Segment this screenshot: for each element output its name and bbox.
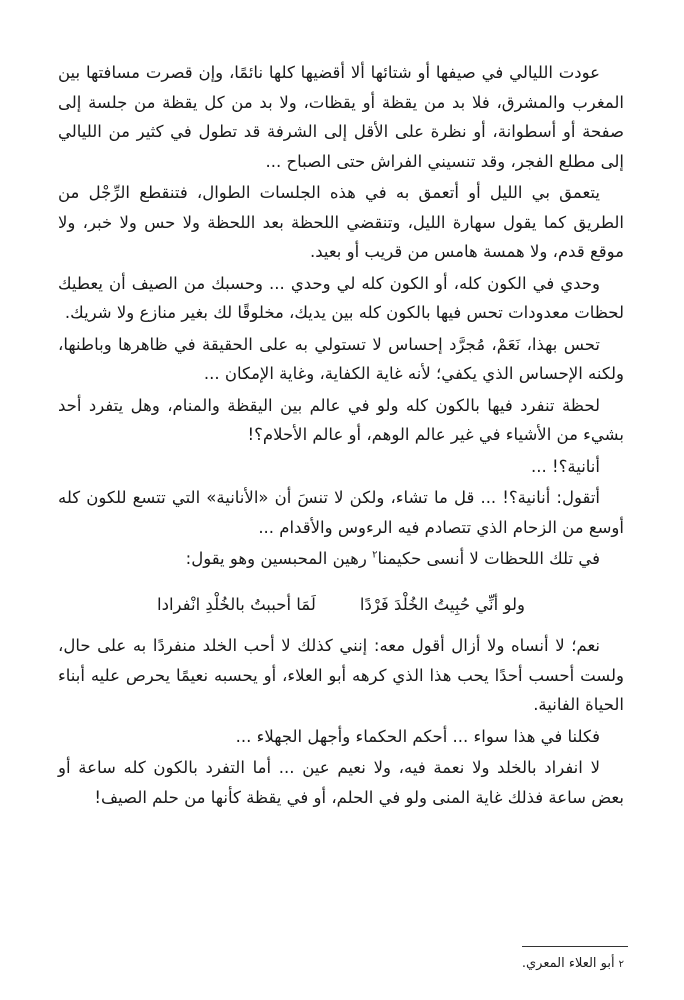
footnote-number: ٢ [618, 959, 624, 970]
paragraph-10: فكلنا في هذا سواء ... أحكم الحكماء وأجهل الجهلاء ... [235, 726, 600, 746]
paragraph-8-start: في تلك اللحظات لا أنسى حكيمنا [377, 549, 600, 568]
paragraph-8-end: رهين المحبسين وهو يقول: [185, 549, 373, 568]
paragraph-9: نعم؛ لا أنساه ولا أزال أقول معه: إنني كذلك لا أحب الخلد منفردًا به على حال، ولست أحسب أحدًا يحب هذا الذي كرهه أبو العلاء، أو يحسبه نعيمًا يحرص عليه أبناء الحياة الفانية. [58, 636, 624, 714]
paragraph-7: أتقول: أنانية؟! ... قل ما تشاء، ولكن لا تنسَ أن «الأنانية» التي تتسع للكون كله أوسع من الزحام الذي تتصادم فيه الرءوس والأقدام ... [58, 488, 624, 537]
verse-second-hemistich: لَمَا أحببتُ بالخُلْدِ انْفرادا [157, 594, 316, 614]
footnote [522, 954, 624, 975]
verse-first-hemistich: ولو أنِّي حُبِيتُ الخُلْدَ فَرْدًا [359, 594, 525, 614]
poem-verse [58, 590, 624, 620]
footnote-text: أبو العلاء المعري. [521, 956, 615, 971]
page-body [58, 58, 624, 812]
footnote-divider [522, 946, 628, 947]
paragraph-2: يتعمق بي الليل أو أتعمق به في هذه الجلسات الطوال، فتنقطع الرِّجْل من الطريق كما يقول سهارة الليل، وتنقضي اللحظة بعد اللحظة ولا حس ولا خبر، ولا موقع قدم، ولا همسة هامس من قريب أو بعيد. [58, 183, 624, 261]
paragraph-1: عودت الليالي في صيفها أو شتائها ألا أقضيها كلها نائمًا، وإن قصرت مسافتها بين المغرب والمشرق، فلا بد من يقظة أو يقظات، ولا بد من كل يقظة من جلسة إلى صفحة أو أسطوانة، أو نظرة على الأقل إلى الشرفة قد تطول في كثير من الليالي إلى مطلع الفجر، وقد تنسيني الفراش حتى الصباح ... [58, 63, 624, 171]
paragraph-11: لا انفراد بالخلد ولا نعمة فيه، ولا نعيم عين ... أما التفرد بالكون كله ساعة أو بعض ساعة فذلك غاية المنى ولو في الحلم، أو في يقظة كأنها من حلم الصيف! [58, 758, 624, 807]
paragraph-3: وحدي في الكون كله، أو الكون كله لي وحدي ... وحسبك من الصيف أن يعطيك لحظات معدودات تحس فيها بالكون كله بين يديك، مخلوقًا لك بغير منازع ولا شريك. [58, 273, 624, 322]
paragraph-4: تحس بهذا، نَعَمْ، مُجرَّد إحساس لا تستولي به على الحقيقة في ظاهرها وباطنها، ولكنه الإحساس الذي يكفي؛ لأنه غاية الكفاية، وغاية الإمكان ... [58, 334, 624, 383]
paragraph-5: لحظة تنفرد فيها بالكون كله ولو في عالم بين اليقظة والمنام، وهل يتفرد أحد بشيء من الأشياء في غير عالم الوهم، أو عالم الأحلام؟! [58, 395, 624, 444]
paragraph-8 [58, 544, 624, 574]
paragraph-6: أنانية؟! ... [531, 456, 600, 476]
footnote-reference: ٢ [372, 549, 378, 561]
